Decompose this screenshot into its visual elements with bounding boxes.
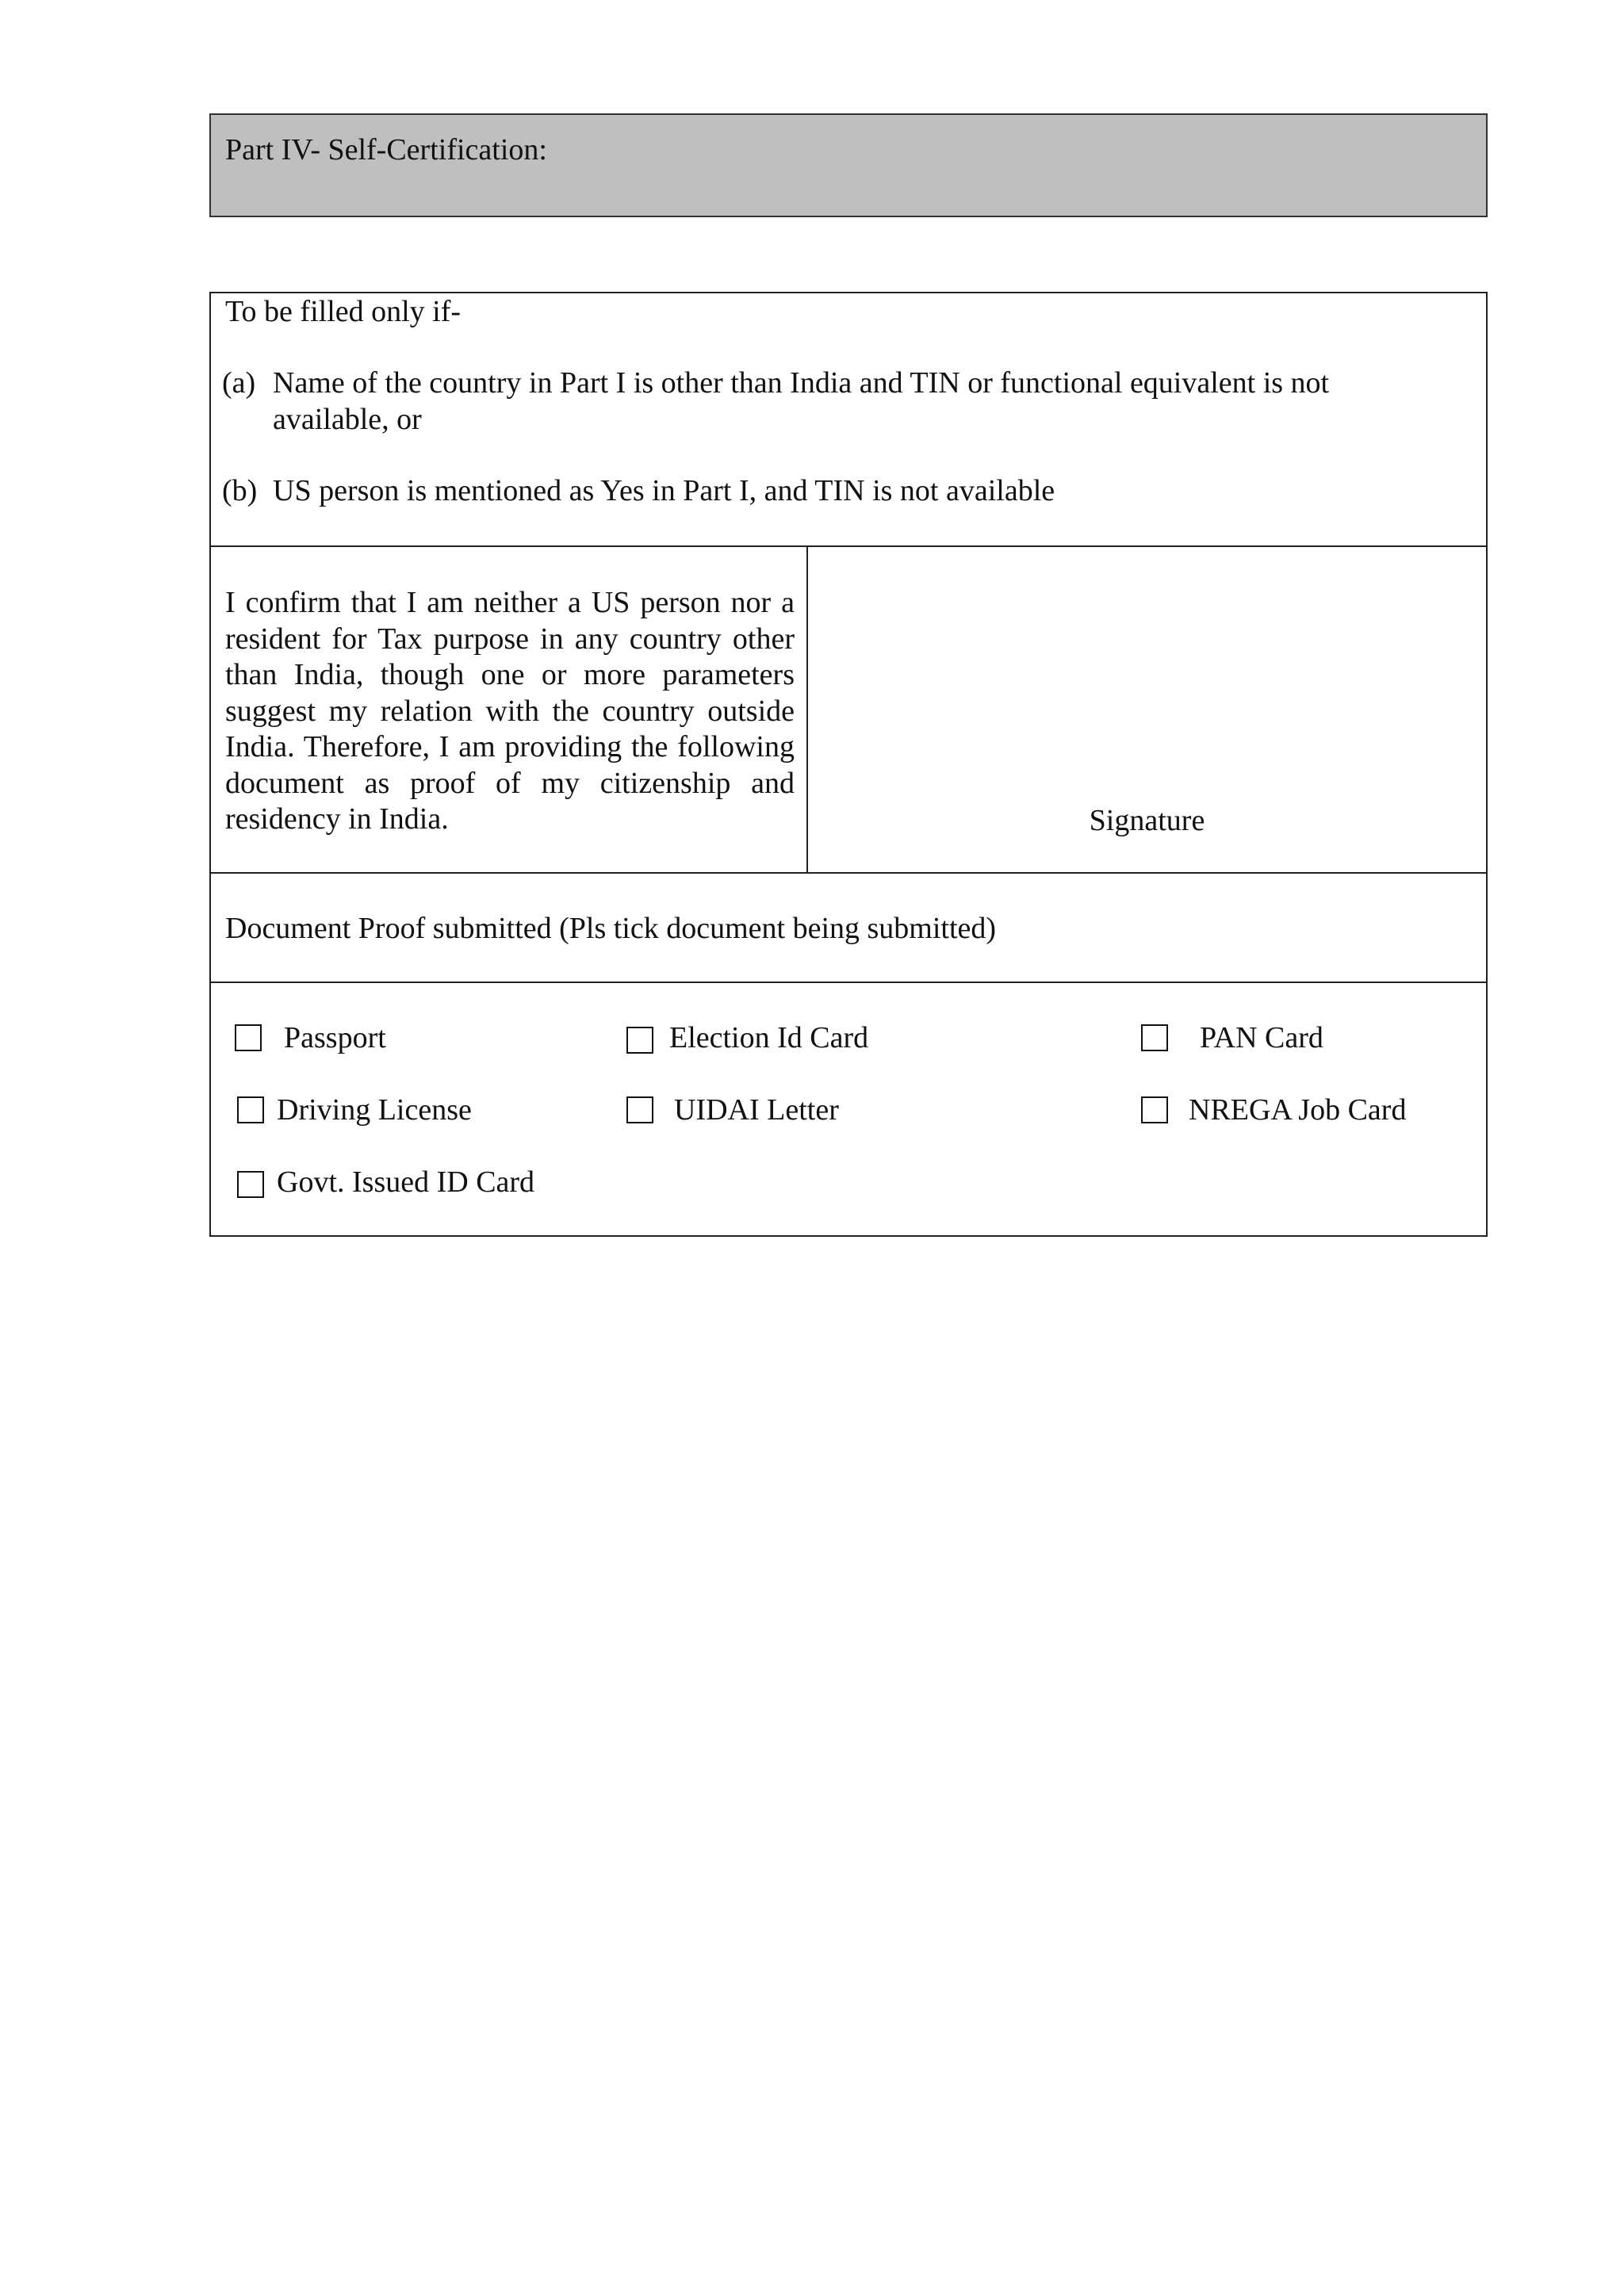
election-id-card-label: Election Id Card: [669, 1021, 869, 1054]
option-uidai-letter[interactable]: [626, 1092, 839, 1128]
passport-checkbox[interactable]: [235, 1024, 262, 1051]
condition-b-text: US person is mentioned as Yes in Part I, and TIN is not available: [273, 474, 1055, 507]
signature-field[interactable]: [808, 547, 1486, 872]
part-iv-header: [209, 113, 1488, 217]
uidai-letter-label: UIDAI Letter: [674, 1093, 839, 1127]
signature-label: Signature: [1089, 804, 1205, 837]
condition-a-text-line-2: available, or: [273, 403, 422, 436]
option-passport[interactable]: [235, 1020, 386, 1056]
govt-issued-id-card-checkbox[interactable]: [237, 1171, 264, 1198]
document-proof-heading: Document Proof submitted (Pls tick document being submitted): [225, 912, 997, 945]
driving-license-checkbox[interactable]: [237, 1096, 264, 1123]
uidai-letter-checkbox[interactable]: [626, 1096, 653, 1123]
option-election-id-card[interactable]: [626, 1020, 868, 1056]
confirmation-section: [211, 547, 1486, 874]
document-options-section: [211, 983, 1486, 1235]
conditions-intro: To be filled only if-: [225, 295, 462, 328]
driving-license-label: Driving License: [277, 1093, 472, 1127]
option-pan-card[interactable]: [1141, 1020, 1323, 1056]
self-certification-form: [209, 292, 1488, 1237]
option-nrega-job-card[interactable]: [1141, 1092, 1406, 1128]
conditions-section: [211, 293, 1486, 547]
nrega-job-card-checkbox[interactable]: [1141, 1096, 1168, 1123]
govt-issued-id-card-label: Govt. Issued ID Card: [277, 1165, 535, 1199]
condition-a-text-line-1: Name of the country in Part I is other than India and TIN or functional equivalent is not: [273, 366, 1330, 400]
document-proof-heading-section: [211, 874, 1486, 983]
pan-card-label: PAN Card: [1200, 1021, 1323, 1054]
pan-card-checkbox[interactable]: [1141, 1024, 1168, 1051]
election-id-card-checkbox[interactable]: [626, 1027, 653, 1054]
part-iv-title: Part IV- Self-Certification:: [225, 133, 547, 166]
confirmation-statement-cell: [211, 547, 808, 872]
option-driving-license[interactable]: [237, 1092, 472, 1128]
confirmation-statement: I confirm that I am neither a US person nor a resident for Tax purpose in any country other than India, though one or more parameters suggest my relation with the country outside India. Therefore, I am providing the following document as proof of my citizenship and residency in India.: [225, 586, 795, 836]
nrega-job-card-label: NREGA Job Card: [1189, 1093, 1407, 1127]
condition-a-marker: (a): [222, 366, 256, 400]
condition-b-marker: (b): [222, 474, 258, 507]
passport-label: Passport: [284, 1021, 386, 1054]
option-govt-issued-id-card[interactable]: [237, 1164, 534, 1200]
